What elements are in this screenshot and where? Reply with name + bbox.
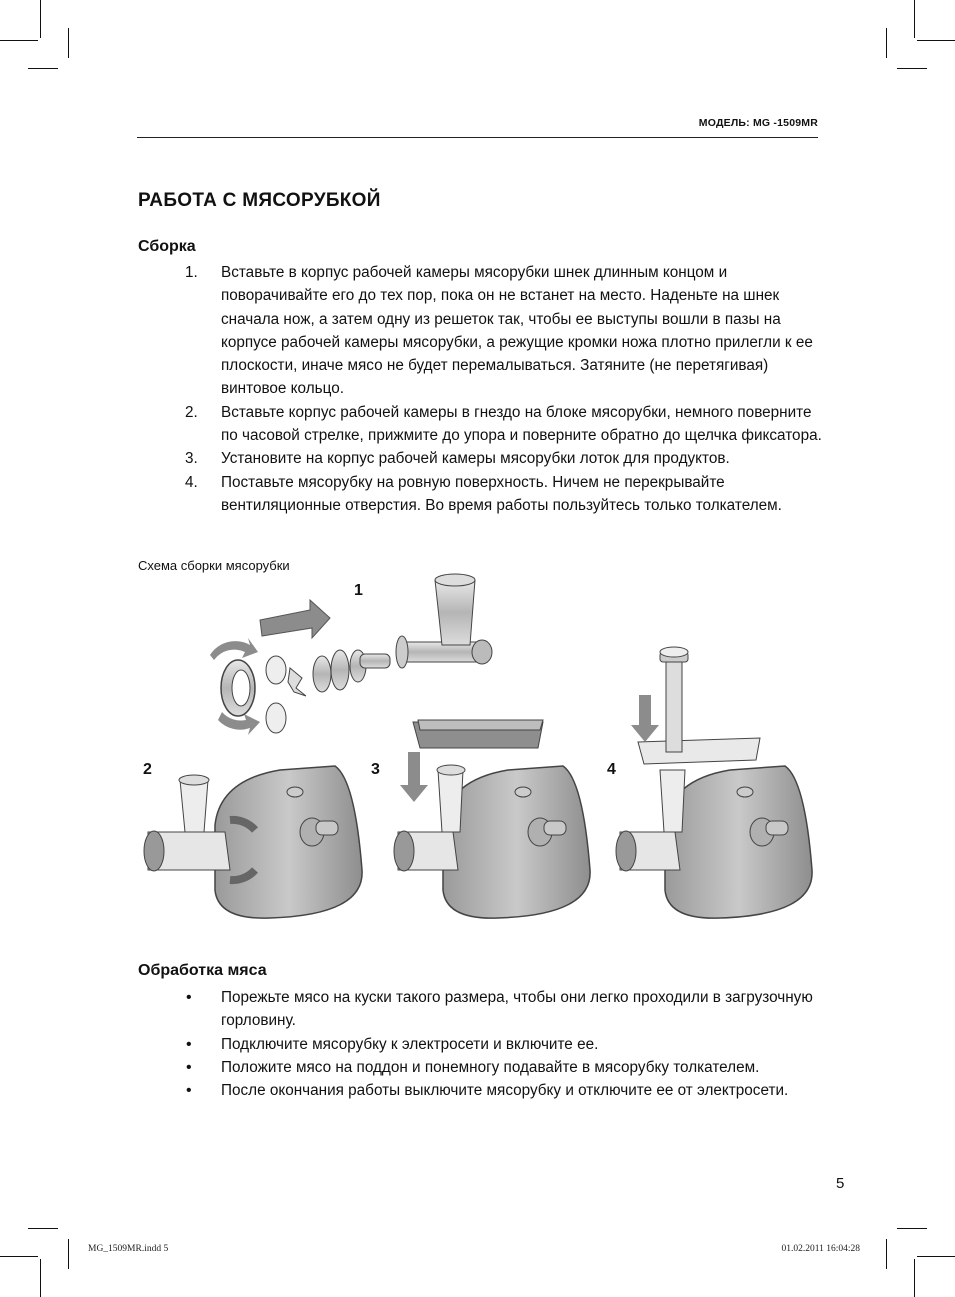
- model-header: МОДЕЛЬ: MG -1509MR: [698, 117, 818, 129]
- step-text: Вставьте в корпус рабочей камеры мясорубки шнек длинным концом и поворачивайте его до тех пор, пока он не встанет на место. Наденьте на шнек сначала нож, а затем одну из решеток так, чтобы ее выступы вошли в пазы на корпусе рабочей камеры мясорубки, а режущие кромки ножа плотно прилегли к ее плоскости, иначе мясо не будет перемалываться. Затяните (не перетягивая) винтовое кольцо.: [221, 264, 813, 398]
- diagram-label-1: 1: [354, 582, 363, 599]
- diagram-caption: Схема сборки мясорубки: [138, 558, 290, 573]
- crop-mark: [917, 40, 955, 41]
- step-text: Вставьте корпус рабочей камеры в гнездо на блоке мясорубки, немного поверните по часовой стрелке, прижмите до упора и поверните обратно до щелчка фиксатора.: [221, 403, 822, 445]
- bullet-text: После окончания работы выключите мясорубку и отключите ее от электросети.: [221, 1082, 789, 1100]
- bullet: •: [186, 1082, 192, 1100]
- list-item: [185, 401, 825, 448]
- bullet-text: Положите мясо на поддон и понемногу подавайте в мясорубку толкателем.: [221, 1058, 760, 1076]
- assembly-heading: Сборка: [138, 238, 196, 255]
- bullet-text: Подключите мясорубку к электросети и включите ее.: [221, 1035, 599, 1053]
- machine-step-2: [144, 766, 362, 918]
- machine-step-3: [394, 720, 590, 918]
- step-number: 3.: [185, 450, 198, 468]
- list-item: [185, 447, 825, 470]
- assembly-diagram: [130, 570, 830, 930]
- step-text: Поставьте мясорубку на ровную поверхность. Ничем не перекрывайте вентиляционные отверстия. Во время работы пользуйтесь только толкателем.: [221, 473, 782, 514]
- crop-mark: [28, 1228, 58, 1229]
- crop-mark: [914, 1259, 915, 1297]
- assembly-steps: [185, 261, 825, 517]
- bullet: •: [186, 1058, 192, 1076]
- crop-mark: [0, 1256, 38, 1257]
- crop-mark: [28, 68, 58, 69]
- step-number: 2.: [185, 403, 198, 421]
- page-number: 5: [836, 1175, 845, 1192]
- diagram-label-3: 3: [371, 761, 380, 778]
- crop-mark: [68, 1239, 69, 1269]
- section-title: РАБОТА С МЯСОРУБКОЙ: [138, 190, 381, 211]
- processing-list: [185, 986, 825, 1102]
- crop-mark: [914, 0, 915, 38]
- list-item: [185, 471, 825, 518]
- step-number: 4.: [185, 473, 198, 491]
- step-text: Установите на корпус рабочей камеры мясорубки лоток для продуктов.: [221, 450, 730, 468]
- exploded-parts: [210, 574, 492, 735]
- list-item: [185, 1033, 825, 1056]
- crop-mark: [917, 1256, 955, 1257]
- bullet: •: [186, 1035, 192, 1053]
- list-item: [185, 1079, 825, 1102]
- diagram-label-4: 4: [607, 761, 616, 778]
- processing-heading: Обработка мяса: [138, 962, 267, 979]
- crop-mark: [886, 1239, 887, 1269]
- crop-mark: [886, 28, 887, 58]
- header-rule: [137, 137, 818, 138]
- crop-mark: [68, 28, 69, 58]
- crop-mark: [897, 68, 927, 69]
- bullet: •: [186, 989, 192, 1006]
- crop-mark: [40, 1259, 41, 1297]
- crop-mark: [40, 0, 41, 38]
- slug-filename: MG_1509MR.indd 5: [88, 1244, 169, 1254]
- bullet-text: Порежьте мясо на куски такого размера, чтобы они легко проходили в загрузочную горловину.: [221, 989, 813, 1030]
- list-item: [185, 261, 825, 401]
- step-number: 1.: [185, 264, 198, 281]
- crop-mark: [897, 1228, 927, 1229]
- crop-mark: [0, 40, 38, 41]
- machine-step-4: [616, 647, 812, 918]
- list-item: [185, 1056, 825, 1079]
- list-item: [185, 986, 825, 1033]
- slug-timestamp: 01.02.2011 16:04:28: [781, 1244, 860, 1254]
- diagram-label-2: 2: [143, 761, 152, 778]
